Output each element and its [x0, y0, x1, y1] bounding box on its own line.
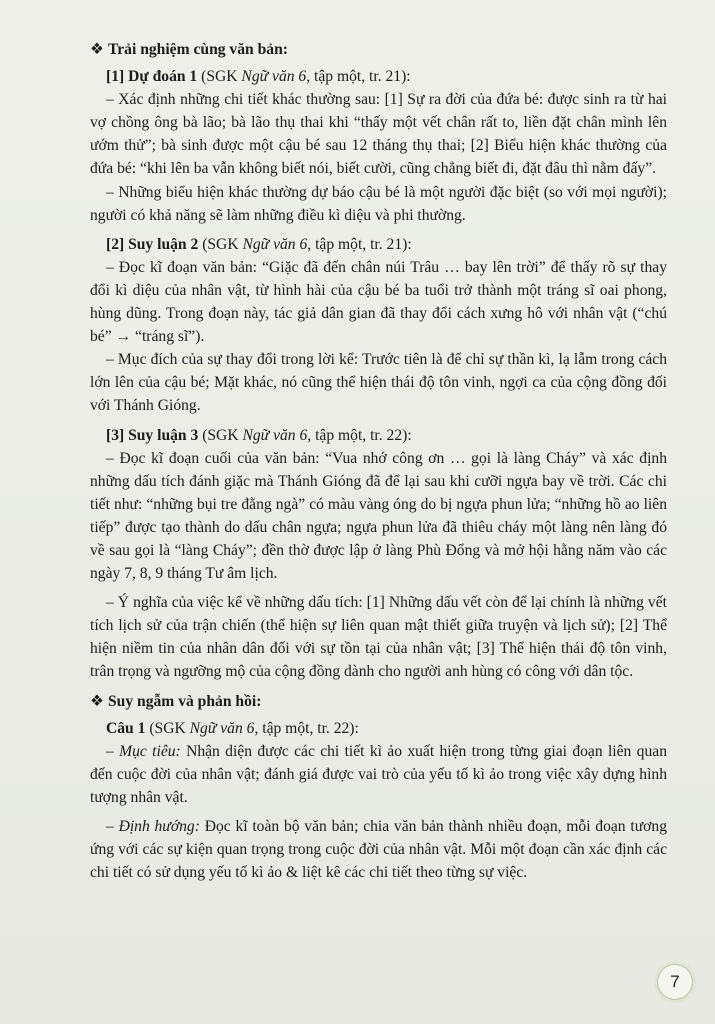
page-number-badge: 7: [657, 964, 693, 1000]
section-heading-text: Trải nghiệm cùng văn bản:: [108, 41, 288, 58]
question-1-heading: [90, 717, 667, 740]
inference-2-paragraph-1: – Đọc kĩ đoạn văn bản: “Giặc đã đến chân núi Trâu … bay lên trời” để thấy rõ sự thay đổi kì diệu của nhân vật, từ hình hài của cậu bé ba tuổi trở thành một tráng sĩ oai phong, hùng dũng. Trong đoạn này, tác giả dân gian đã thay đổi cách xưng hô với nhân vật (“chú bé” → “tráng sĩ”).: [90, 258, 667, 346]
section-heading-experience: [90, 38, 667, 61]
inference-3-paragraph-1: – Đọc kĩ đoạn cuối của văn bản: “Vua nhớ công ơn … gọi là làng Cháy” và xác định những dấu tích đánh giặc mà Thánh Gióng đã để lại sau khi cưỡi ngựa bay về trời. Các chi tiết như: “những bụi tre đằng ngà” có màu vàng óng do bị ngựa phun lửa; “những hồ ao liên tiếp” được tạo thành do dấu chân ngựa; ngựa phun lửa đã thiêu cháy một làng nên làng đó về sau gọi là “làng Cháy”; đền thờ được lập ở làng Phù Đổng và mở hội hằng năm vào các ngày 7, 8, 9 tháng Tư âm lịch.: [90, 449, 667, 583]
inference-3-heading: [90, 424, 667, 447]
ref-book-title: Ngữ văn 6: [242, 235, 308, 253]
goal-text: Nhận diện được các chi tiết kì ảo xuất hiện trong từng giai đoạn liên quan đến cuộc đời của nhân vật; đánh giá được vai trò của yếu tố kì ảo trong việc xây dựng hình tượng nhân vật.: [90, 742, 667, 806]
ref-prefix: (SGK: [145, 719, 190, 737]
orientation-text: Đọc kĩ toàn bộ văn bản; chia văn bản thành nhiều đoạn, mỗi đoạn tương ứng với các sự kiện quan trọng trong cuộc đời của nhân vật. Mỗi một đoạn cần xác định các chi tiết có sử dụng yếu tố kì ảo & liệt kê các chi tiết theo từng sự việc.: [90, 818, 667, 882]
inference-2-heading: [90, 233, 667, 256]
prediction-1-label: [1] Dự đoán 1: [106, 68, 198, 86]
ref-book-title: Ngữ văn 6: [241, 68, 307, 86]
ref-prefix: (SGK: [197, 68, 242, 86]
inference-2-label: [2] Suy luận 2: [106, 235, 199, 253]
inference-3-label: [3] Suy luận 3: [106, 426, 199, 444]
question-1-goal: – Mục tiêu: Nhận diện được các chi tiết kì ảo xuất hiện trong từng giai đoạn liên quan đến cuộc đời của nhân vật; đánh giá được vai trò của yếu tố kì ảo trong việc xây dựng hình tượng nhân vật.: [90, 742, 667, 806]
section-heading-reflection: [90, 690, 667, 713]
section-heading-text: Suy ngẫm và phản hồi:: [108, 692, 262, 710]
question-1-orientation: – Định hướng: Đọc kĩ toàn bộ văn bản; chia văn bản thành nhiều đoạn, mỗi đoạn tương ứng với các sự kiện quan trọng trong cuộc đời của nhân vật. Mỗi một đoạn cần xác định các chi tiết có sử dụng yếu tố kì ảo & liệt kê các chi tiết theo từng sự việc.: [90, 818, 667, 882]
ref-suffix: , tập một, tr. 21):: [307, 235, 412, 253]
prediction-1-heading: [90, 65, 667, 88]
ref-suffix: , tập một, tr. 21):: [306, 68, 411, 86]
goal-label: Mục tiêu:: [119, 742, 181, 760]
inference-3-paragraph-2: – Ý nghĩa của việc kể về những dấu tích: [1] Những dấu vết còn để lại chính là những vết tích lịch sử của trận chiến (thể hiện sự liên quan mật thiết giữa truyện và lịch sử); [2] Thể hiện niềm tin của nhân dân đối với sự tồn tại của nhân vật; [3] Thể hiện thái độ tôn vinh, trân trọng và ngưỡng mộ của cộng đồng dành cho người anh hùng có công với dân tộc.: [90, 594, 667, 681]
ref-book-title: Ngữ văn 6: [242, 426, 308, 444]
question-1-label: Câu 1: [106, 719, 146, 737]
ref-suffix: , tập một, tr. 22):: [254, 719, 359, 737]
prediction-1-paragraph-1: – Xác định những chi tiết khác thường sau: [1] Sự ra đời của đứa bé: được sinh ra từ hai vợ chồng ông bà lão; bà lão thụ thai khi “thấy một vết chân rất to, liền đặt chân mình lên ướm thử”; bà sinh được một cậu bé sau 12 tháng thụ thai; [2] Biểu hiện khác thường của đứa bé: “khi lên ba vẫn không biết nói, biết cười, cũng chẳng biết đi, đặt đâu thì nằm đấy”.: [90, 91, 667, 178]
inference-2-paragraph-2: – Mục đích của sự thay đổi trong lời kể: Trước tiên là để chỉ sự thần kì, lạ lẫm trong cách lớn lên của cậu bé; Mặt khác, nó cũng thể hiện thái độ tôn vinh, ngợi ca của cộng đồng đối với Thánh Gióng.: [90, 351, 667, 415]
page-content: [90, 38, 667, 884]
ref-prefix: (SGK: [198, 235, 243, 253]
orientation-label: Định hướng:: [118, 818, 200, 835]
diamond-bullet-icon: ❖: [90, 692, 104, 710]
ref-book-title: Ngữ văn 6: [189, 719, 255, 737]
ref-prefix: (SGK: [198, 426, 243, 444]
prediction-1-paragraph-2: – Những biểu hiện khác thường dự báo cậu bé là một người đặc biệt (so với mọi người); người có khả năng sẽ làm những điều kì diệu và phi thường.: [90, 183, 667, 224]
diamond-bullet-icon: ❖: [90, 41, 104, 58]
ref-suffix: , tập một, tr. 22):: [307, 426, 412, 444]
